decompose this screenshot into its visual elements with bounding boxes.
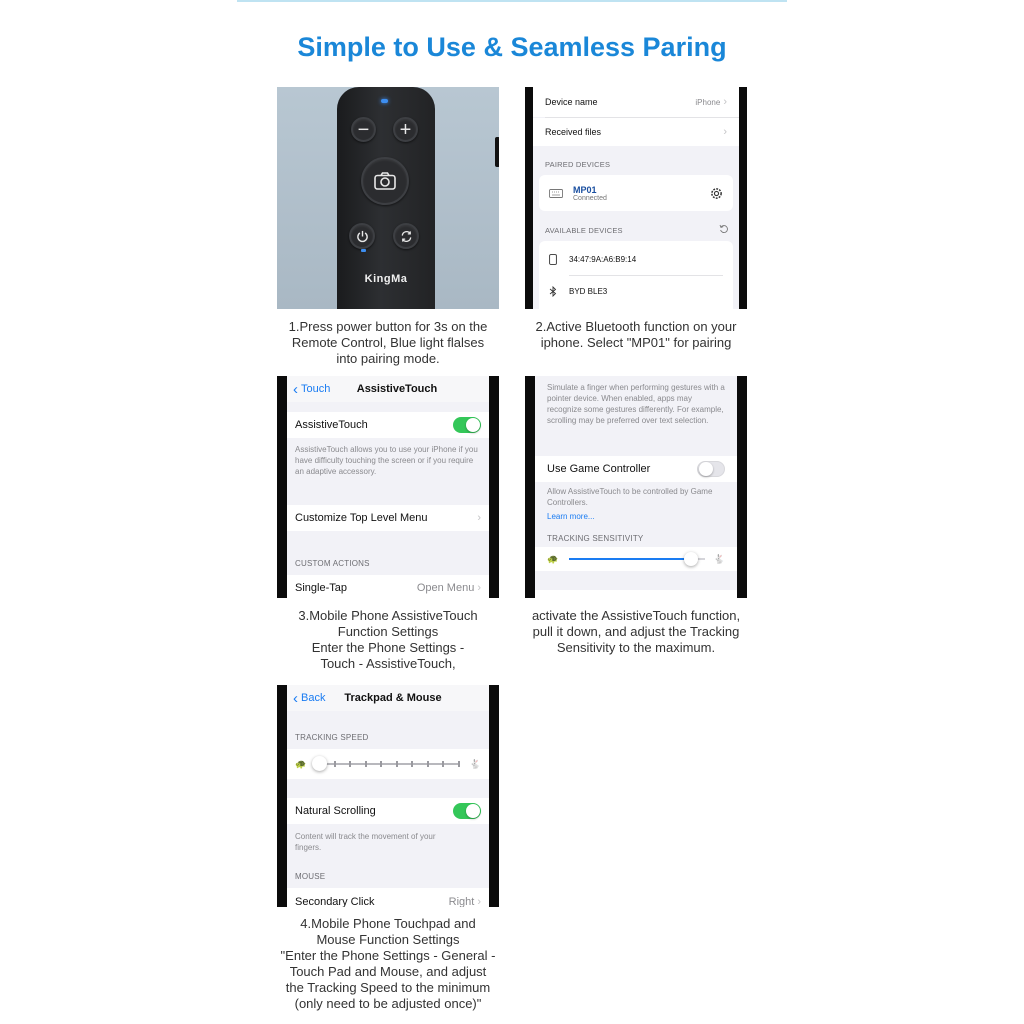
assistivetouch-screenshot — [277, 376, 499, 598]
bluetooth-icon — [549, 286, 557, 297]
natural-scrolling-row — [287, 798, 489, 824]
sensitivity-slider[interactable] — [569, 558, 705, 560]
learn-more-link[interactable]: Learn more... — [547, 512, 595, 521]
available-device-name: 34:47:9A:A6:B9:14 — [569, 254, 637, 264]
caption-line: Touch Pad and Mouse, and adjust — [289, 964, 487, 979]
caption-line: (only need to be adjusted once)" — [294, 996, 482, 1011]
tracking-sensitivity-header: TRACKING SENSITIVITY — [547, 534, 644, 543]
chevron-right-icon: › — [477, 512, 481, 524]
caption-line: 4.Mobile Phone Touchpad and — [300, 916, 476, 931]
remote-photo — [277, 87, 499, 309]
caption-line: Remote Control, Blue light flalses — [291, 335, 485, 350]
available-device-item[interactable] — [549, 279, 723, 303]
chevron-right-icon: › — [723, 96, 727, 108]
slider-tick — [442, 761, 444, 767]
assistivetouch-screen — [287, 376, 489, 598]
status-led — [381, 99, 388, 103]
switch-knob — [466, 418, 480, 432]
game-controller-label: Use Game Controller — [547, 463, 651, 475]
camera-icon — [374, 172, 396, 190]
natural-scrolling-description: Content will track the movement of your fingers. — [295, 832, 436, 852]
chevron-left-icon: ‹ — [293, 380, 298, 398]
slider-thumb[interactable] — [312, 756, 327, 771]
single-tap-row[interactable] — [287, 575, 489, 598]
caption-step-3-continued — [525, 608, 747, 656]
paired-device-info — [573, 185, 607, 202]
nav-title: AssistiveTouch — [356, 383, 438, 395]
caption-step-3 — [277, 608, 499, 672]
chevron-left-icon: ‹ — [293, 689, 298, 707]
single-tap-label: Single-Tap — [295, 582, 347, 594]
tortoise-icon: 🐢 — [295, 758, 307, 769]
paired-device-name: MP01 — [573, 184, 597, 195]
caption-step-1 — [277, 319, 499, 367]
refresh-icon — [400, 230, 413, 243]
brand-logo: KingMa — [364, 273, 408, 285]
device-name-label: Device name — [545, 97, 598, 107]
received-files-label: Received files — [545, 127, 602, 137]
remote-control — [337, 87, 435, 309]
slider-tick — [380, 761, 382, 767]
switch-knob — [699, 462, 713, 476]
remote-power-button[interactable] — [349, 223, 375, 249]
nav-bar — [287, 685, 489, 711]
refresh-icon[interactable] — [719, 224, 729, 234]
caption-line: activate the AssistiveTouch function, — [531, 608, 741, 623]
tracking-sensitivity-screen — [535, 376, 737, 598]
tracking-speed-slider[interactable] — [319, 763, 459, 765]
back-button[interactable] — [293, 382, 330, 397]
customize-menu-row[interactable] — [287, 505, 489, 531]
pointer-description: Simulate a finger when performing gestures with a pointer device. When enabled, apps may recognize some gestures differently. For example, scrolling may be preferred over text selection. — [547, 383, 725, 425]
back-button[interactable] — [293, 691, 325, 706]
caption-line: 1.Press power button for 3s on the — [288, 319, 488, 334]
caption-line: Mouse Function Settings — [316, 932, 460, 947]
natural-scrolling-switch[interactable] — [453, 803, 481, 819]
paired-device-row[interactable] — [539, 175, 733, 211]
custom-actions-header: CUSTOM ACTIONS — [295, 559, 370, 568]
available-device-item[interactable] — [549, 247, 723, 271]
chevron-right-icon: › — [477, 896, 481, 907]
device-name-row[interactable] — [533, 87, 739, 117]
remote-plus-button[interactable]: + — [393, 117, 418, 142]
single-tap-value: Open Menu — [416, 582, 475, 594]
tracking-speed-header: TRACKING SPEED — [295, 733, 369, 742]
slider-thumb[interactable] — [684, 552, 698, 566]
keyboard-icon — [549, 189, 563, 198]
caption-step-4 — [277, 916, 499, 1012]
chevron-right-icon: › — [723, 126, 727, 138]
caption-line: Touch - AssistiveTouch, — [320, 656, 456, 671]
caption-line: iphone. Select "MP01" for pairing — [540, 335, 732, 350]
caption-line: into pairing mode. — [336, 351, 440, 366]
gear-icon[interactable] — [710, 187, 723, 200]
phone-icon — [549, 254, 557, 265]
caption-line: Enter the Phone Settings - — [311, 640, 465, 655]
caption-line: pull it down, and adjust the Tracking — [532, 624, 740, 639]
rabbit-icon: 🐇 — [469, 758, 481, 769]
assistivetouch-description: AssistiveTouch allows you to use your iPhone if you have difficulty touching the screen or if you require an adaptive accessory. — [295, 445, 478, 476]
customize-menu-label: Customize Top Level Menu — [295, 512, 428, 524]
bluetooth-screen — [533, 87, 739, 309]
secondary-click-label: Secondary Click — [295, 896, 375, 907]
slider-tick — [411, 761, 413, 767]
trackpad-mouse-screenshot — [277, 685, 499, 907]
tracking-speed-row — [287, 749, 489, 779]
caption-line: the Tracking Speed to the minimum — [285, 980, 491, 995]
device-name-value: iPhone — [695, 97, 721, 107]
page-title: Simple to Use & Seamless Paring — [297, 32, 727, 62]
back-label: Touch — [301, 383, 331, 395]
slider-fill — [569, 558, 691, 560]
power-icon — [356, 230, 369, 243]
game-controller-switch[interactable] — [697, 461, 725, 477]
power-led — [361, 249, 366, 252]
caption-line: Sensitivity to the maximum. — [556, 640, 716, 655]
tracking-sensitivity-screenshot — [525, 376, 747, 598]
slider-tick — [396, 761, 398, 767]
assistivetouch-switch[interactable] — [453, 417, 481, 433]
secondary-click-row[interactable] — [287, 888, 489, 907]
trackpad-mouse-screen — [287, 685, 489, 907]
sensitivity-slider-row — [535, 547, 737, 571]
remote-side-edge — [495, 137, 499, 167]
top-divider — [237, 0, 787, 2]
secondary-click-value: Right — [448, 896, 475, 907]
caption-line: 2.Active Bluetooth function on your — [535, 319, 737, 334]
rabbit-icon: 🐇 — [713, 553, 725, 564]
slider-tick — [458, 761, 460, 767]
assistivetouch-toggle-row — [287, 412, 489, 438]
nav-title: Trackpad & Mouse — [344, 692, 442, 704]
slider-tick — [334, 761, 336, 767]
mouse-header: MOUSE — [295, 872, 326, 881]
slider-tick — [349, 761, 351, 767]
assistivetouch-label: AssistiveTouch — [295, 419, 368, 431]
caption-line: Function Settings — [337, 624, 439, 639]
slider-tick — [427, 761, 429, 767]
natural-scrolling-label: Natural Scrolling — [295, 805, 376, 817]
tortoise-icon: 🐢 — [547, 553, 559, 564]
nav-bar — [287, 376, 489, 402]
paired-devices-header: PAIRED DEVICES — [545, 160, 611, 169]
available-devices-list — [539, 241, 733, 309]
slider-tick — [365, 761, 367, 767]
paired-device-status: Connected — [573, 194, 607, 202]
chevron-right-icon: › — [477, 582, 481, 594]
switch-knob — [466, 804, 480, 818]
remote-switch-camera-button[interactable] — [393, 223, 419, 249]
next-row — [535, 590, 737, 598]
game-controller-row — [535, 456, 737, 482]
back-label: Back — [301, 692, 326, 704]
remote-minus-button[interactable]: − — [351, 117, 376, 142]
divider — [569, 275, 723, 276]
received-files-row[interactable] — [533, 118, 739, 146]
game-controller-description: Allow AssistiveTouch to be controlled by Game Controllers. — [547, 487, 713, 507]
caption-line: 3.Mobile Phone AssistiveTouch — [298, 608, 478, 623]
caption-step-2 — [525, 319, 747, 351]
available-device-name: BYD BLE3 — [569, 286, 608, 296]
bluetooth-screenshot — [525, 87, 747, 309]
available-devices-header: AVAILABLE DEVICES — [545, 226, 623, 235]
remote-shutter-button[interactable] — [361, 157, 409, 205]
caption-line: "Enter the Phone Settings - General - — [280, 948, 496, 963]
